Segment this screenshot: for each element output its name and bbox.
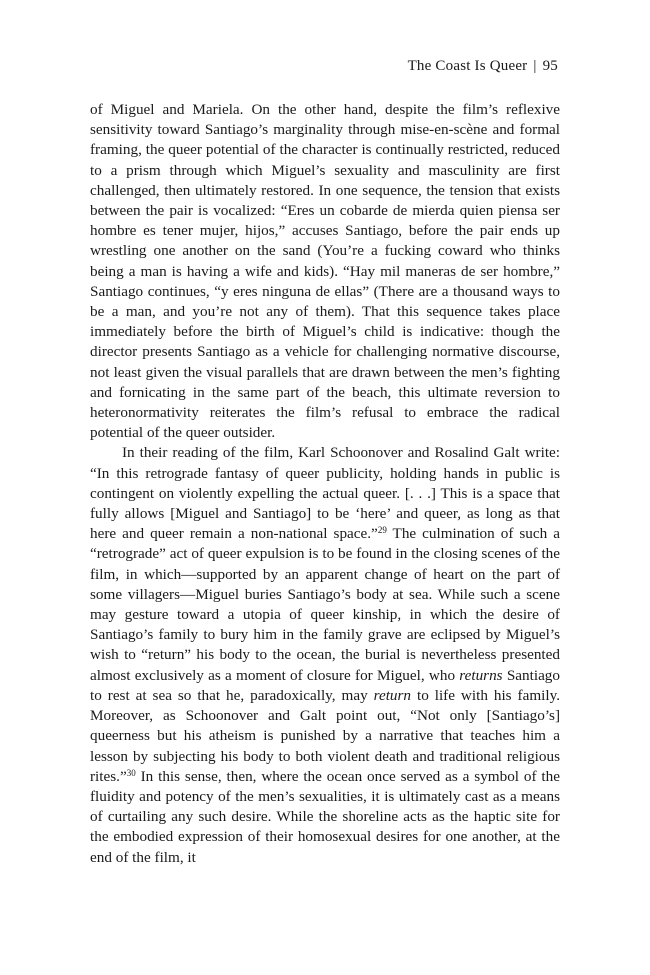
running-title: The Coast Is Queer (407, 58, 528, 74)
footnote-marker: 30 (126, 767, 136, 778)
emphasized-text: returns (459, 666, 503, 684)
text-run: In this sense, then, where the ocean once served as a symbol of the fluidity and potency of the men’s sexualities, it is ultimately cast as a means of curtailing any such desire. While the shoreline acts as the haptic site for the embodied expression of their homosexual desires for one another, at the end of the film, it (90, 767, 560, 866)
footnote-marker: 29 (377, 525, 387, 536)
emphasized-text: return (373, 686, 412, 704)
text-run: to life with his family. Moreover, as Schoonover and Galt point out, “Not only [Santiago’s] queerness but his atheism is punished by a narrative that teaches him a lesson by subjecting his body to both violent death and traditional religious rites.” (90, 686, 560, 785)
paragraph (90, 100, 560, 443)
paragraph (90, 443, 560, 867)
text-run: Santiago to rest at sea so that he, paradoxically, may (90, 666, 560, 704)
body-text (90, 100, 560, 868)
text-run: In their reading of the film, Karl Schoonover and Rosalind Galt write: “In this retrograde fantasy of queer publicity, holding hands in public is contingent on violently expelling the actual queer. [. . .] This is a space that fully allows [Miguel and Santiago] to be ‘here’ and queer, as long as that here and queer remain a non-national space.” (90, 444, 560, 543)
page-number: 95 (542, 58, 558, 74)
header-separator: | (533, 58, 537, 74)
text-run: of Miguel and Mariela. On the other hand, despite the film’s reflexive sensitivity toward Santiago’s marginality through mise-en-scène and formal framing, the queer potential of the character is continually restricted, reduced to a prism through which Miguel’s sexuality and masculinity are first challenged, then ultimately restored. In one sequence, the tension that exists between the pair is vocalized: “Eres un cobarde de mierda quien piensa ser hombre es tener mujer, hijos,” accuses Santiago, before the pair ends up wrestling one another on the sand (You’re a fucking coward who thinks being a man is having a wife and kids). “Hay mil maneras de ser hombre,” Santiago continues, “y eres ninguna de ellas” (There are a thousand ways to be a man, and you’re not any of them). That this sequence takes place immediately before the birth of Miguel’s child is indicative: though the director presents Santiago as a vehicle for challenging normative discourse, not least given the visual parallels that are drawn between the men’s fighting and fornicating in the same part of the beach, this ultimate reversion to heteronormativity reiterates the film’s refusal to embrace the radical potential of the queer outsider. (90, 101, 560, 442)
text-run: The culmination of such a “retrograde” act of queer expulsion is to be found in the closing scenes of the film, in which—supported by an apparent change of heart on the part of some villagers—Miguel buries Santiago’s body at sea. While such a scene may gesture toward a utopia of queer kinship, in which the desire of Santiago’s family to bury him in the family grave are eclipsed by Miguel’s wish to “return” his body to the ocean, the burial is nevertheless presented almost exclusively as a moment of closure for Miguel, who (90, 525, 560, 684)
running-head (408, 58, 558, 75)
